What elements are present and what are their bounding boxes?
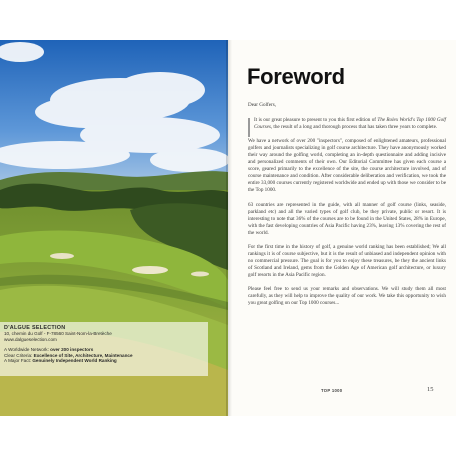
feature-value: Excellence of Site, Architecture, Maintenance (33, 352, 133, 358)
caption-address: 10, chemin du Golf - F-78560 Saint-Nom-la-Bretèche (4, 331, 112, 336)
feature-value: Genuinely Independent World Ranking (32, 358, 117, 364)
feature-value: over 200 inspectors (50, 347, 94, 353)
body-paragraph: For the first time in the history of golf, a genuine world ranking has been established; We all rankings it is of course subjective, but it is the result of unbiased and independent opinion with no commercial pressure. The goal is for you to enjoy these treasures, be they the ancient links of Scotland and Ireland, gems from the Golden Age of American golf architecture, or luxury golf resorts in the Asia Pacific region. (248, 243, 446, 278)
salutation: Dear Golfers, (248, 102, 276, 108)
intro-paragraph (248, 117, 446, 131)
body-paragraph: Please feel free to send us your remarks and observations. We will study them all most carefully, as they will help to improve the quality of our work. We take this opportunity to wish you great golfing on our Top 1000 courses... (248, 285, 446, 307)
caption-feature (4, 358, 204, 364)
body-paragraph: 63 countries are represented in the guide, with all manner of golf course (links, seaside, parkland etc) and all the varied types of golf club, be they private, public or resort. It is interesting to note that 36% of the courses are to be found in the United States, 28% in Europe, with the fast developing countries of Asia Pacific having 23%, leaving 13% covering the rest of the world. (248, 201, 446, 236)
intro-book-title: The Rolex World's Top 1000 Golf Courses (254, 117, 446, 131)
caption-title: D'ALGUE SELECTION (4, 325, 66, 331)
book-spread (0, 40, 456, 416)
drop-cap-bar (248, 118, 250, 137)
feature-label: Clear Criteria: (4, 352, 33, 358)
feature-label: A Major Fact: (4, 358, 32, 364)
intro-text-a: It is our great pleasure to present to you this first edition of (254, 117, 378, 124)
golf-course-photo (0, 40, 228, 416)
photo-caption-box (0, 322, 208, 376)
foreword-page (232, 40, 456, 416)
running-footer: TOP 1000 (321, 388, 343, 393)
feature-label: A Worldwide Network: (4, 347, 49, 353)
body-paragraph: We have a network of over 200 "inspectors", composed of enlightened amateurs, professional golfers and journalists specializing in golf course architecture. They have anonymously worked their way around the golfing world, completing an in-depth questionnaire and adding incisive and personalized comments of their own. Our Editorial Committee has given each course a score, geared primarily to the excellence of the site, the course architecture involved, and of course maintenance and condition. After considerable deliberation and verification, we took the entire 33,000 courses currently registered worldwide and ended up with those we consider to be the Top 1000. (248, 138, 446, 194)
caption-website[interactable]: www.dalgueselection.com (4, 336, 57, 342)
foreword-body (248, 102, 446, 314)
page-number: 15 (427, 386, 434, 393)
page-title: Foreword (247, 64, 345, 89)
intro-text-b: , the result of a long and thorough process that has taken three years to complete. (270, 124, 438, 131)
